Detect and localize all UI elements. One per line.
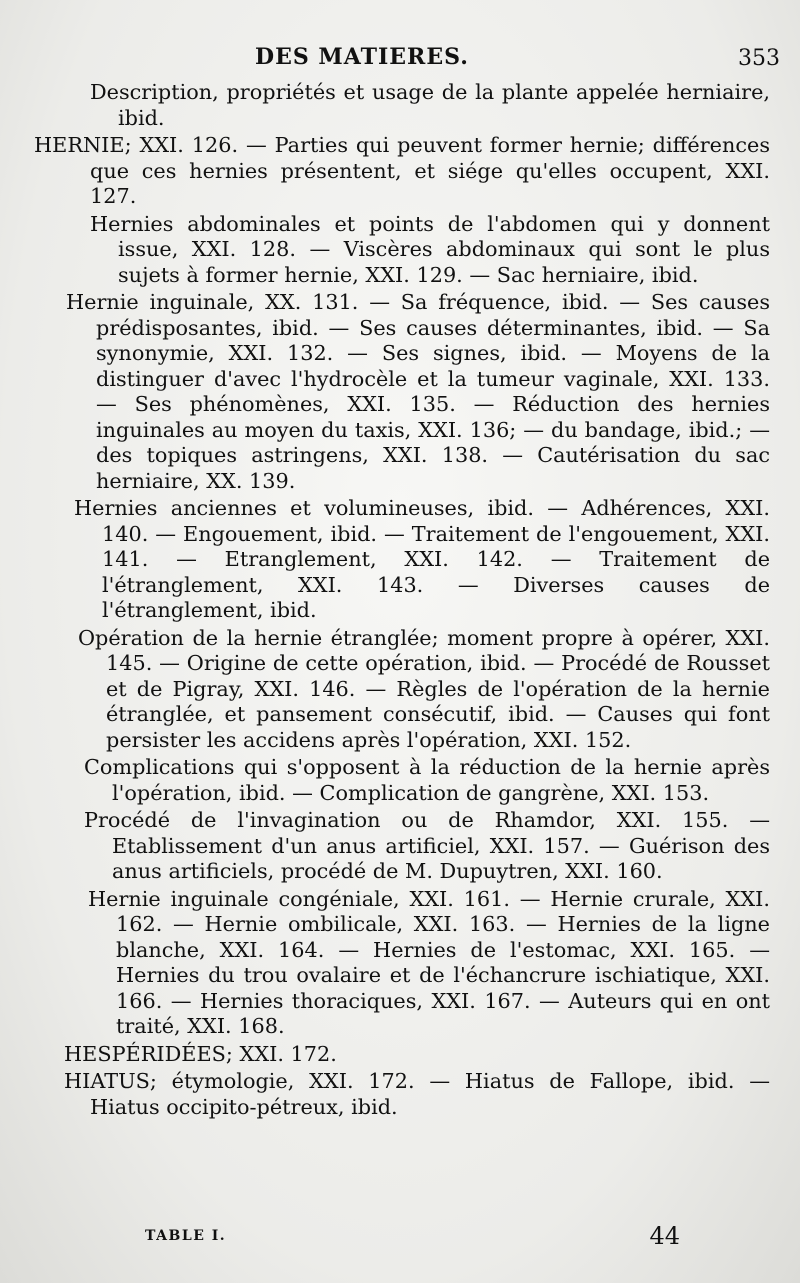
index-entry: Hernies anciennes et volumineuses, ibid. — Adhérences, XXI. 140. — Engouement, ibid. — Traitement de l'engouement, XXI. 141. — Etranglement, XXI. 142. — Traitement de l'étranglement, XXI. 143. — Diverses causes de l'étranglement, ibid. [74,496,770,622]
index-entry: Procédé de l'invagination ou de Rhamdor, XXI. 155. — Etablissement d'un anus artificiel, XXI. 157. — Guérison des anus artificiels, procédé de M. Dupuytren, XXI. 160. [84,808,770,883]
index-entry: Complications qui s'opposent à la réduction de la hernie après l'opération, ibid. — Complication de gangrène, XXI. 153. [84,755,770,805]
running-header [0,44,800,74]
index-entry: HESPÉRIDÉES; XXI. 172. [64,1041,337,1066]
index-entry: Hernies abdominales et points de l'abdomen qui y donnent issue, XXI. 128. — Viscères abdominaux qui sont le plus sujets à former hernie, XXI. 129. — Sac herniaire, ibid. [90,211,770,287]
index-entry: HERNIE; XXI. 126. — Parties qui peuvent former hernie; différences que ces hernies présentent, et siége qu'elles occupent, XXI. 127. [34,133,770,208]
index-entry: Hernie inguinale, XX. 131. — Sa fréquence, ibid. — Ses causes prédisposantes, ibid. — Ses causes déterminantes, ibid. — Sa synonymie, XXI. 132. — Ses signes, ibid. — Moyens de la distinguer d'avec l'hydrocèle et la tumeur vaginale, XXI. 133. — Ses phénomènes, XXI. 135. — Réduction des hernies inguinales au moyen du taxis, XXI. 136; — du bandage, ibid.; — des topiques astringens, XXI. 138. — Cautérisation du sac herniaire, XX. 139. [66,290,770,493]
index-entries [30,80,770,1122]
signature-mark: TABLE I. [145,1228,227,1244]
index-entry: Hernie inguinale congéniale, XXI. 161. — Hernie crurale, XXI. 162. — Hernie ombilicale, XXI. 163. — Hernies de la ligne blanche, XXI. 164. — Hernies de l'estomac, XXI. 165. — Hernies du trou ovalaire et de l'échancrure ischiatique, XXI. 166. — Hernies thoraciques, XXI. 167. — Auteurs qui en ont traité, XXI. 168. [88,886,770,1038]
index-entry: Description, propriétés et usage de la plante appelée herniaire, ibid. [90,80,770,130]
sheet-number: 44 [649,1222,680,1250]
running-title: DES MATIERES. [255,44,469,70]
page-footer [0,1222,800,1262]
page-number: 353 [738,46,780,71]
index-entry: HIATUS; étymologie, XXI. 172. — Hiatus de Fallope, ibid. — Hiatus occipito-pétreux, ibid. [64,1069,770,1119]
index-entry: Opération de la hernie étranglée; moment propre à opérer, XXI. 145. — Origine de cette opération, ibid. — Procédé de Rousset et de Pigray, XXI. 146. — Règles de l'opération de la hernie étranglée, et pansement consécutif, ibid. — Causes qui font persister les accidens après l'opération, XXI. 152. [78,625,770,752]
